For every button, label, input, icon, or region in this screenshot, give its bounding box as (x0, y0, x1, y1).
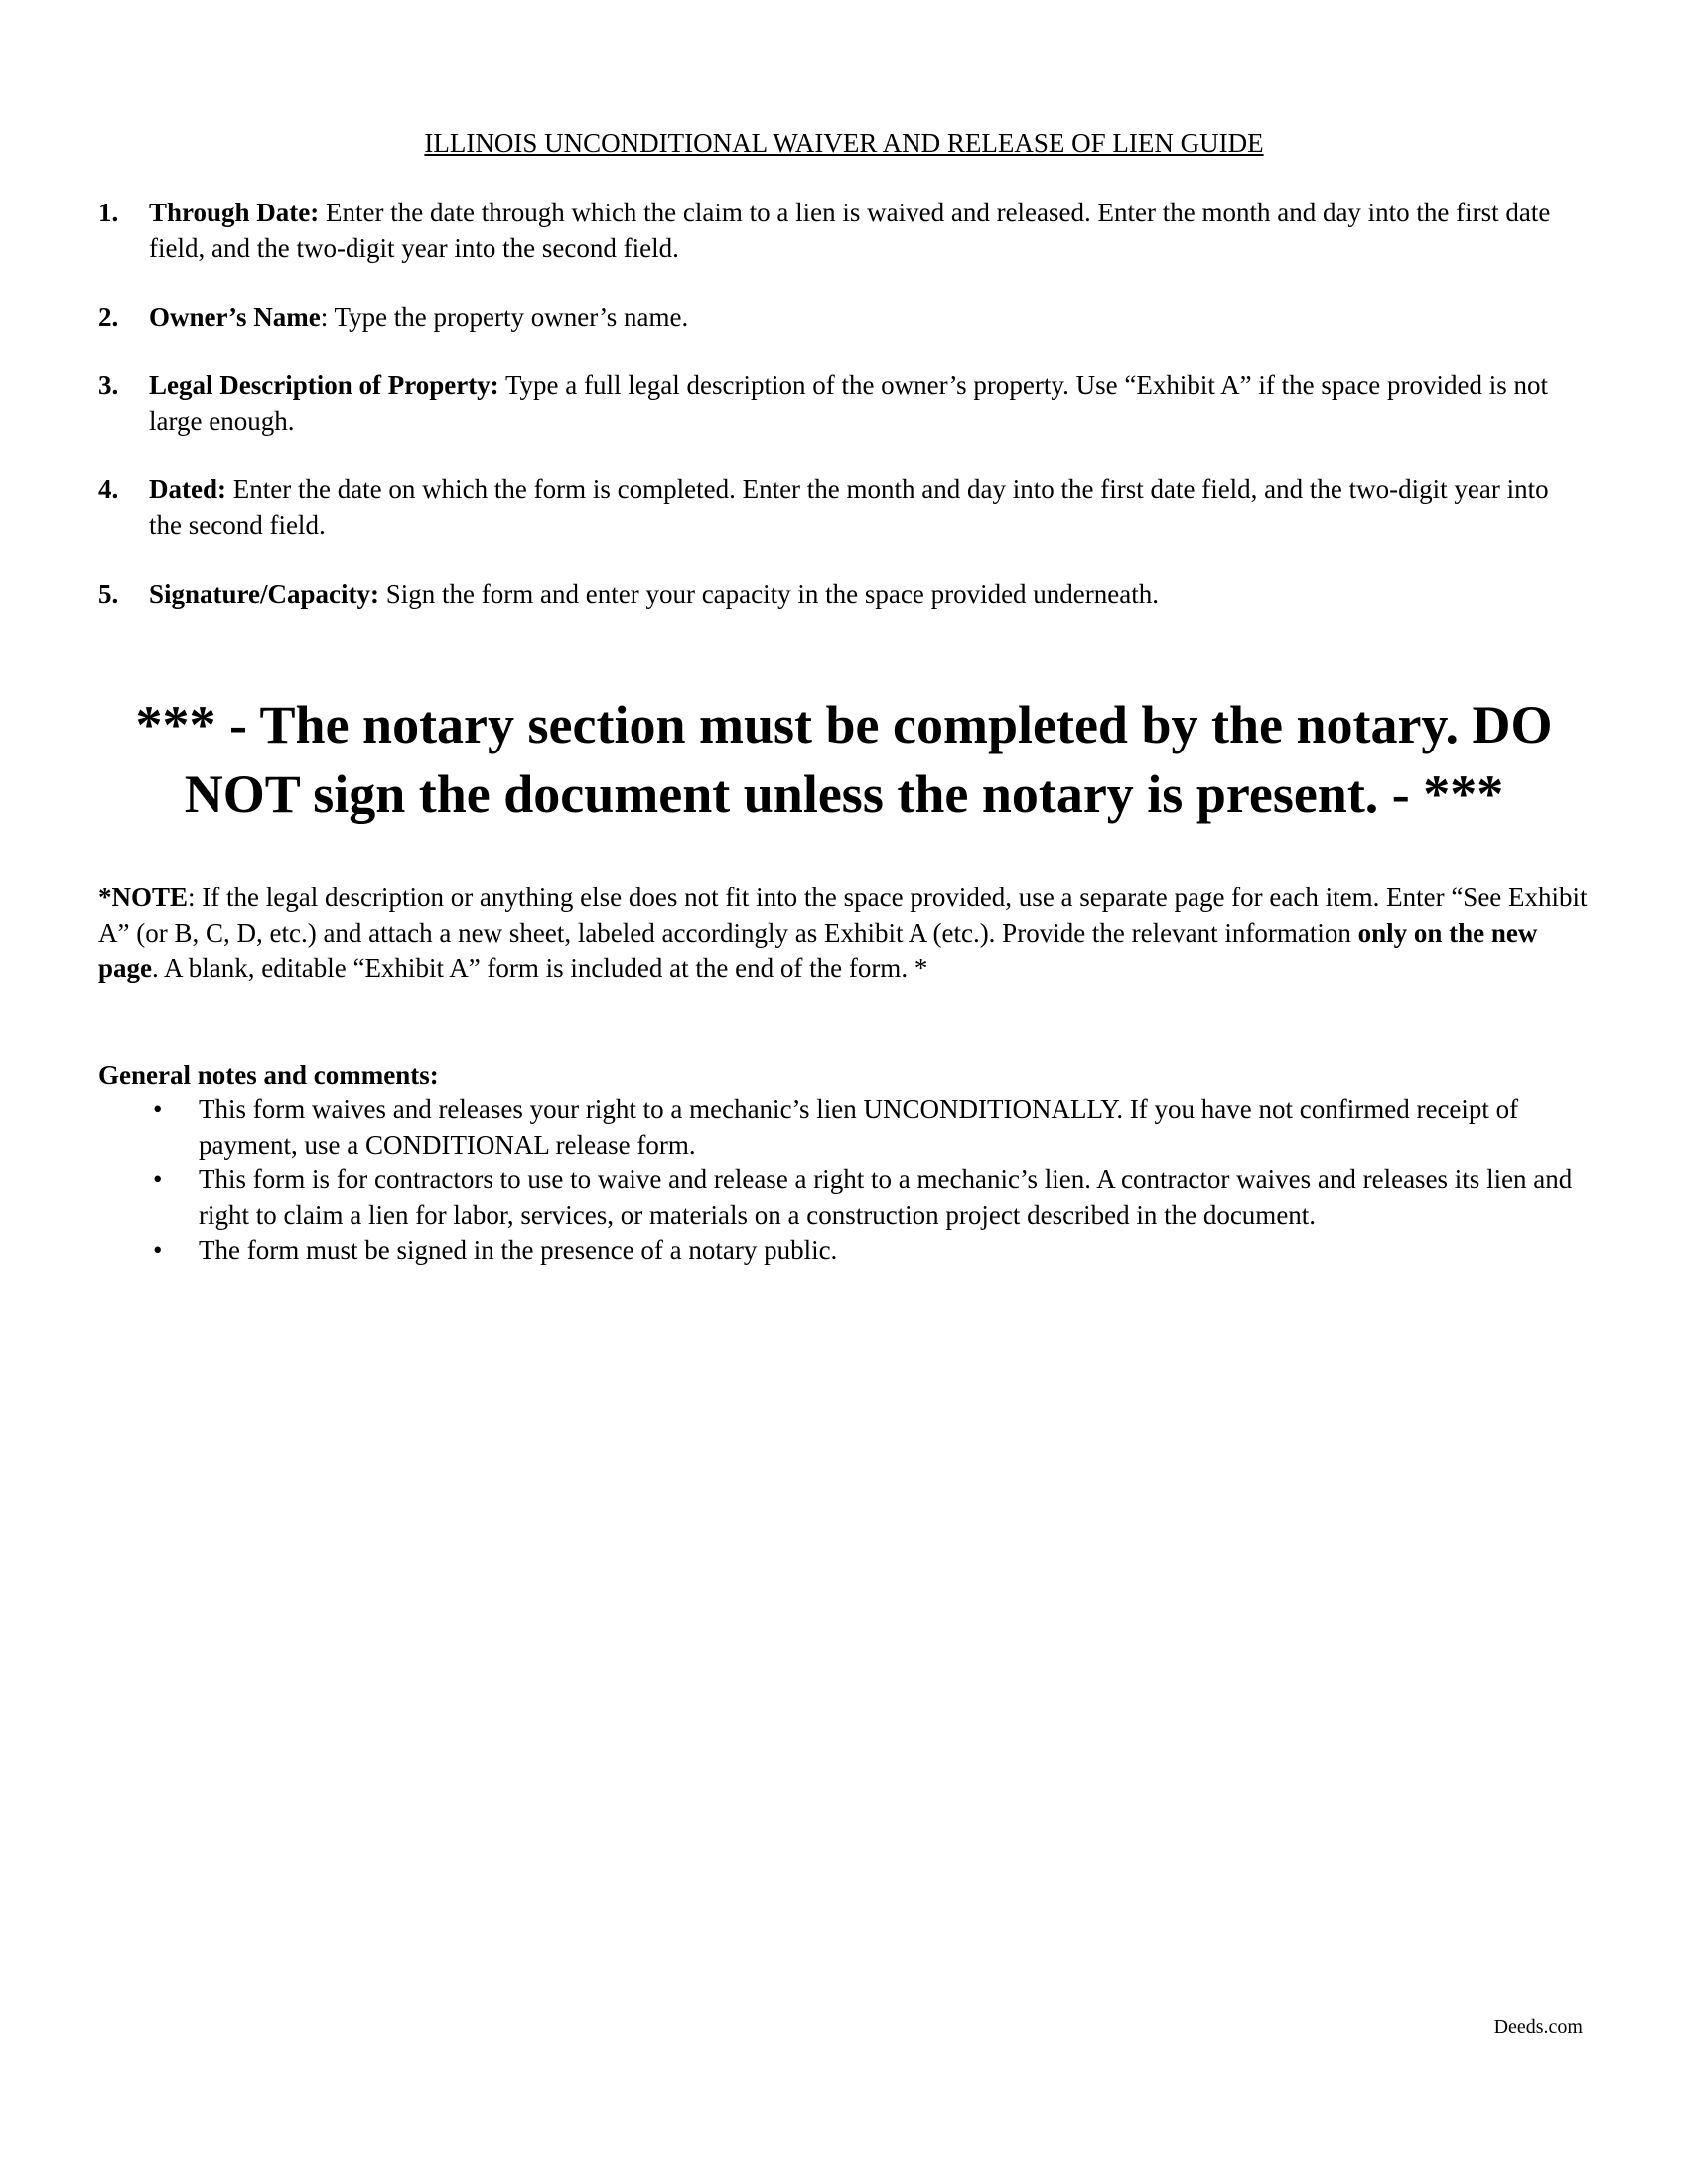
note-emphasis: only on the new page (98, 917, 1538, 983)
note-label: *NOTE (98, 883, 189, 912)
bullet-icon: • (153, 1094, 163, 1124)
footer-brand: Deeds.com (1493, 2016, 1583, 2038)
item-label: Through Date: (149, 198, 320, 227)
item-number: 3. (98, 370, 119, 400)
note-text-end: . A blank, editable “Exhibit A” form is included at the end of the form. * (152, 953, 928, 983)
note-text: : If the legal description or anything else does not fit into the space provided, use a separate page for each item. Enter “See Exhibit A” (or B, C, D, etc.) and attach a new sheet, labeled accordingly as Exhibit A (etc.). Provide the relevant information (98, 883, 1588, 948)
instruction-item-through-date (98, 195, 1588, 266)
instruction-item-owners-name (98, 299, 1588, 335)
notary-warning: *** - The notary section must be completed by the notary. DO NOT sign the document unless the notary is present. - *** (135, 695, 1553, 824)
item-text: Sign the form and enter your capacity in the space provided underneath. (379, 579, 1159, 609)
item-label: Legal Description of Property: (149, 370, 499, 400)
item-number: 1. (98, 198, 119, 227)
general-note-text: The form must be signed in the presence of a notary public. (199, 1235, 838, 1265)
general-note-item (98, 1092, 1588, 1162)
item-number: 4. (98, 475, 119, 504)
item-number: 5. (98, 579, 119, 609)
instruction-item-legal-description (98, 367, 1588, 439)
item-label: Signature/Capacity: (149, 579, 380, 609)
page-title: ILLINOIS UNCONDITIONAL WAIVER AND RELEASE OF LIEN GUIDE (424, 128, 1264, 158)
item-number: 2. (98, 302, 119, 332)
general-note-item (98, 1233, 1588, 1269)
general-notes-list (98, 1092, 1588, 1269)
instructions-list (98, 195, 1588, 644)
general-note-item (98, 1162, 1588, 1233)
general-notes-heading: General notes and comments: (98, 1060, 439, 1090)
item-label: Dated: (149, 475, 226, 504)
general-note-text: This form waives and releases your right to a mechanic’s lien UNCONDITIONALLY. If you have not confirmed receipt of payment, use a CONDITIONAL release form. (199, 1094, 1519, 1160)
instruction-item-signature-capacity (98, 576, 1588, 612)
exhibit-note (98, 881, 1598, 987)
general-note-text: This form is for contractors to use to waive and release a right to a mechanic’s lien. A contractor waives and releases its lien and right to claim a lien for labor, services, or materials on a construction project described in the document. (199, 1164, 1573, 1230)
item-label: Owner’s Name (149, 302, 321, 332)
item-text: Enter the date on which the form is completed. Enter the month and day into the first date field, and the two-digit year into the second field. (149, 475, 1549, 540)
item-text: Enter the date through which the claim to a lien is waived and released. Enter the month and day into the first date field, and the two-digit year into the second field. (149, 198, 1551, 263)
instruction-item-dated (98, 472, 1588, 543)
bullet-icon: • (153, 1164, 163, 1194)
bullet-icon: • (153, 1235, 163, 1265)
item-text: Type a full legal description of the owner’s property. Use “Exhibit A” if the space provided is not large enough. (149, 370, 1549, 436)
item-text: : Type the property owner’s name. (320, 302, 689, 332)
